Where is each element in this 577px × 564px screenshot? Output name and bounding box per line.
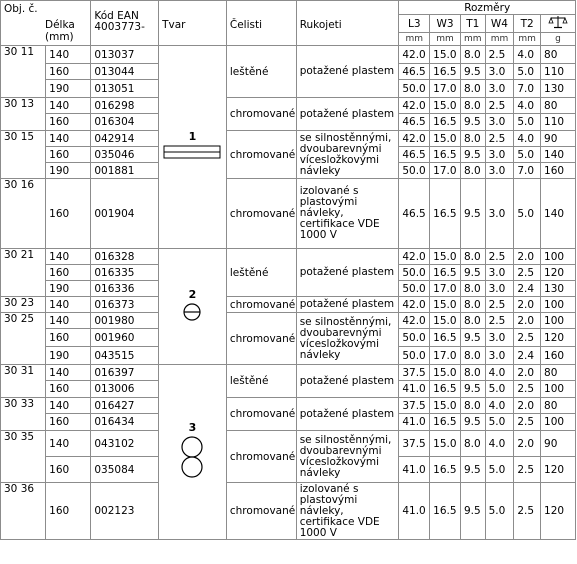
w4-cell: 3.0 [485,281,514,297]
t1-cell: 8.0 [460,249,485,265]
jaws-cell: chromované [226,98,296,131]
ean-cell: 016304 [91,114,159,131]
l3-cell: 42.0 [399,131,430,147]
t1-cell: 8.0 [460,347,485,365]
l3-cell: 42.0 [399,249,430,265]
l3-cell: 37.5 [399,431,430,457]
w4-cell: 3.0 [485,80,514,98]
obj-number: 30 35 [1,431,46,483]
t1-cell: 9.5 [460,483,485,540]
jaws-cell: chromované [226,431,296,483]
t2-cell: 2.5 [514,265,541,281]
weight-cell: 120 [541,329,576,347]
l3-cell: 37.5 [399,398,430,414]
t2-cell: 2.0 [514,297,541,313]
l3-cell: 50.0 [399,347,430,365]
t1-cell: 9.5 [460,414,485,431]
t2-cell: 4.0 [514,98,541,114]
l3-cell: 50.0 [399,265,430,281]
ean-cell: 016336 [91,281,159,297]
header-rukojeti: Rukojeti [296,1,399,46]
t1-cell: 8.0 [460,46,485,64]
jaws-cell: chromované [226,313,296,365]
l3-cell: 41.0 [399,381,430,398]
t1-cell: 9.5 [460,329,485,347]
weight-cell: 90 [541,431,576,457]
jaws-cell: chromované [226,297,296,313]
l3-cell: 42.0 [399,46,430,64]
w4-cell: 5.0 [485,381,514,398]
weight-cell: 100 [541,414,576,431]
ean-cell: 016397 [91,365,159,381]
ean-cell: 016373 [91,297,159,313]
w4-cell: 2.5 [485,131,514,147]
length-cell: 190 [46,163,91,179]
length-cell: 160 [46,147,91,163]
header-W3: W3 [430,15,461,33]
length-cell: 140 [46,313,91,329]
length-cell: 140 [46,131,91,147]
weight-cell: 110 [541,64,576,80]
w4-cell: 2.5 [485,297,514,313]
length-cell: 160 [46,179,91,249]
length-cell: 160 [46,329,91,347]
header-tvar: Tvar [159,1,227,46]
t1-cell: 8.0 [460,281,485,297]
unit-cell: mm [460,33,485,46]
t1-cell: 8.0 [460,431,485,457]
t2-cell: 2.5 [514,483,541,540]
t2-cell: 2.5 [514,457,541,483]
jaws-cell: leštěné [226,365,296,398]
handles-cell: se silnostěnnými, dvoubarevnými vícesložkovými návleky [296,313,399,365]
ean-cell: 016298 [91,98,159,114]
w3-cell: 16.5 [430,329,461,347]
ean-cell: 016427 [91,398,159,414]
t1-cell: 9.5 [460,64,485,80]
ean-cell: 016328 [91,249,159,265]
t1-cell: 8.0 [460,98,485,114]
weight-cell: 130 [541,281,576,297]
length-cell: 140 [46,365,91,381]
w3-cell: 15.0 [430,431,461,457]
w4-cell: 4.0 [485,431,514,457]
shape-drawing-2 [159,249,227,365]
w3-cell: 17.0 [430,80,461,98]
t2-cell: 2.4 [514,347,541,365]
w4-cell: 3.0 [485,147,514,163]
weight-cell: 80 [541,398,576,414]
unit-cell: g [541,33,576,46]
obj-number: 30 23 [1,297,46,313]
t2-cell: 2.5 [514,414,541,431]
t2-cell: 5.0 [514,64,541,80]
t2-cell: 7.0 [514,80,541,98]
l3-cell: 50.0 [399,163,430,179]
length-cell: 190 [46,281,91,297]
length-cell: 160 [46,381,91,398]
length-cell: 160 [46,457,91,483]
header-kod: Kód EAN 4003773- [91,1,159,46]
length-cell: 160 [46,114,91,131]
w4-cell: 3.0 [485,163,514,179]
jaws-cell: chromované [226,179,296,249]
t2-cell: 5.0 [514,114,541,131]
header-T2: T2 [514,15,541,33]
ean-cell: 013037 [91,46,159,64]
w3-cell: 17.0 [430,347,461,365]
t2-cell: 2.0 [514,431,541,457]
w4-cell: 2.5 [485,249,514,265]
t2-cell: 2.0 [514,365,541,381]
t2-cell: 4.0 [514,46,541,64]
w3-cell: 15.0 [430,131,461,147]
w3-cell: 16.5 [430,381,461,398]
length-cell: 140 [46,398,91,414]
jaws-cell: leštěné [226,46,296,98]
weight-cell: 80 [541,98,576,114]
weight-cell: 140 [541,147,576,163]
ean-cell: 016335 [91,265,159,281]
round-jaw-icon [182,302,202,322]
l3-cell: 41.0 [399,457,430,483]
table-row [1,131,576,147]
ean-cell: 042914 [91,131,159,147]
t1-cell: 8.0 [460,163,485,179]
handles-cell: potažené plastem [296,98,399,131]
w3-cell: 15.0 [430,46,461,64]
shape-label: 2 [188,287,197,301]
length-cell: 160 [46,265,91,281]
header-W4: W4 [485,15,514,33]
ean-cell: 035046 [91,147,159,163]
ean-cell: 001904 [91,179,159,249]
weight-cell: 100 [541,297,576,313]
handles-cell: izolované s plastovými návleky, certifikace VDE 1000 V [296,483,399,540]
table-row [1,313,576,329]
w3-cell: 17.0 [430,281,461,297]
w3-cell: 16.5 [430,64,461,80]
handles-cell: potažené plastem [296,46,399,98]
ean-cell: 001881 [91,163,159,179]
unit-cell: mm [399,33,430,46]
obj-number: 30 21 [1,249,46,297]
w4-cell: 3.0 [485,347,514,365]
length-cell: 190 [46,347,91,365]
l3-cell: 42.0 [399,313,430,329]
w4-cell: 2.5 [485,313,514,329]
w4-cell: 3.0 [485,64,514,80]
jaws-cell: chromované [226,483,296,540]
weight-cell: 160 [541,163,576,179]
shape-drawing-1 [159,46,227,249]
ean-cell: 001980 [91,313,159,329]
length-cell: 140 [46,98,91,114]
w4-cell: 3.0 [485,329,514,347]
weight-cell: 100 [541,249,576,265]
handles-cell: potažené plastem [296,398,399,431]
weight-cell: 110 [541,114,576,131]
w4-cell: 3.0 [485,114,514,131]
t2-cell: 2.0 [514,398,541,414]
handles-cell: potažené plastem [296,297,399,313]
ean-cell: 013006 [91,381,159,398]
table-row [1,179,576,249]
w3-cell: 15.0 [430,297,461,313]
obj-number: 30 11 [1,46,46,98]
weight-cell: 90 [541,131,576,147]
table-row [1,46,576,64]
w3-cell: 15.0 [430,313,461,329]
t2-cell: 2.5 [514,381,541,398]
weight-cell: 160 [541,347,576,365]
table-row [1,431,576,457]
ean-cell: 043515 [91,347,159,365]
w4-cell: 2.5 [485,46,514,64]
t2-cell: 2.0 [514,249,541,265]
header-T1: T1 [460,15,485,33]
l3-cell: 50.0 [399,80,430,98]
w3-cell: 16.5 [430,114,461,131]
obj-number: 30 13 [1,98,46,131]
shape-drawing-3 [159,365,227,540]
w4-cell: 5.0 [485,414,514,431]
obj-number: 30 31 [1,365,46,398]
w4-cell: 3.0 [485,179,514,249]
handles-cell: se silnostěnnými, dvoubarevnými vícesložkovými návleky [296,431,399,483]
w4-cell: 4.0 [485,398,514,414]
t1-cell: 8.0 [460,365,485,381]
handles-cell: potažené plastem [296,249,399,297]
ean-cell: 016434 [91,414,159,431]
weight-cell: 120 [541,265,576,281]
table-row [1,365,576,381]
w4-cell: 4.0 [485,365,514,381]
l3-cell: 42.0 [399,297,430,313]
ean-cell: 043102 [91,431,159,457]
handles-cell: potažené plastem [296,365,399,398]
w4-cell: 2.5 [485,98,514,114]
ean-cell: 002123 [91,483,159,540]
obj-number: 30 25 [1,313,46,365]
weight-cell: 120 [541,457,576,483]
unit-cell: mm [485,33,514,46]
table-row [1,483,576,540]
w3-cell: 16.5 [430,483,461,540]
header-rozmery: Rozměry [399,1,576,15]
t2-cell: 2.4 [514,281,541,297]
t1-cell: 9.5 [460,114,485,131]
weight-cell: 130 [541,80,576,98]
flat-jaw-icon [163,144,221,160]
shape-label: 3 [188,421,197,434]
ean-cell: 013044 [91,64,159,80]
w4-cell: 5.0 [485,457,514,483]
t1-cell: 8.0 [460,131,485,147]
table-row [1,98,576,114]
unit-cell: mm [430,33,461,46]
w3-cell: 16.5 [430,147,461,163]
obj-number: 30 15 [1,131,46,179]
l3-cell: 41.0 [399,483,430,540]
l3-cell: 50.0 [399,281,430,297]
t1-cell: 8.0 [460,297,485,313]
ean-cell: 013051 [91,80,159,98]
length-cell: 140 [46,249,91,265]
w3-cell: 15.0 [430,398,461,414]
w3-cell: 15.0 [430,365,461,381]
l3-cell: 42.0 [399,98,430,114]
w3-cell: 16.5 [430,265,461,281]
t2-cell: 5.0 [514,179,541,249]
l3-cell: 37.5 [399,365,430,381]
t2-cell: 4.0 [514,131,541,147]
w3-cell: 16.5 [430,414,461,431]
weight-cell: 80 [541,46,576,64]
obj-number: 30 16 [1,179,46,249]
header-delka: Délka (mm) [45,19,75,43]
weight-cell: 120 [541,483,576,540]
t2-cell: 7.0 [514,163,541,179]
t1-cell: 9.5 [460,147,485,163]
handles-cell: se silnostěnnými, dvoubarevnými vícesložkovými návleky [296,131,399,179]
t1-cell: 8.0 [460,398,485,414]
handles-cell: izolované s plastovými návleky, certifikace VDE 1000 V [296,179,399,249]
jaws-cell: chromované [226,131,296,179]
table-row [1,249,576,265]
l3-cell: 46.5 [399,179,430,249]
w3-cell: 15.0 [430,249,461,265]
l3-cell: 50.0 [399,329,430,347]
header-obj: Obj. č. [4,3,38,15]
header-L3: L3 [399,15,430,33]
length-cell: 160 [46,483,91,540]
ean-cell: 001960 [91,329,159,347]
header-celisti: Čelisti [226,1,296,46]
l3-cell: 41.0 [399,414,430,431]
length-cell: 160 [46,414,91,431]
length-cell: 190 [46,80,91,98]
length-cell: 140 [46,297,91,313]
w3-cell: 16.5 [430,457,461,483]
weight-cell: 80 [541,365,576,381]
obj-number: 30 33 [1,398,46,431]
w3-cell: 17.0 [430,163,461,179]
t1-cell: 9.5 [460,179,485,249]
t1-cell: 9.5 [460,381,485,398]
length-cell: 160 [46,64,91,80]
t1-cell: 9.5 [460,265,485,281]
weight-cell: 100 [541,313,576,329]
double-round-jaw-icon [179,435,205,479]
t2-cell: 2.0 [514,313,541,329]
l3-cell: 46.5 [399,114,430,131]
l3-cell: 46.5 [399,147,430,163]
w3-cell: 15.0 [430,98,461,114]
l3-cell: 46.5 [399,64,430,80]
t2-cell: 5.0 [514,147,541,163]
weight-cell: 100 [541,381,576,398]
length-cell: 140 [46,431,91,457]
t1-cell: 8.0 [460,313,485,329]
table-row [1,398,576,414]
table-row [1,297,576,313]
length-cell: 140 [46,46,91,64]
unit-cell: mm [514,33,541,46]
header-obj-delka [1,1,91,46]
obj-number: 30 36 [1,483,46,540]
weight-cell: 140 [541,179,576,249]
t1-cell: 8.0 [460,80,485,98]
t1-cell: 9.5 [460,457,485,483]
w4-cell: 3.0 [485,265,514,281]
w3-cell: 16.5 [430,179,461,249]
ean-cell: 035084 [91,457,159,483]
w4-cell: 5.0 [485,483,514,540]
t2-cell: 2.5 [514,329,541,347]
jaws-cell: leštěné [226,249,296,297]
scale-icon [541,15,576,33]
jaws-cell: chromované [226,398,296,431]
shape-label: 1 [188,130,197,143]
